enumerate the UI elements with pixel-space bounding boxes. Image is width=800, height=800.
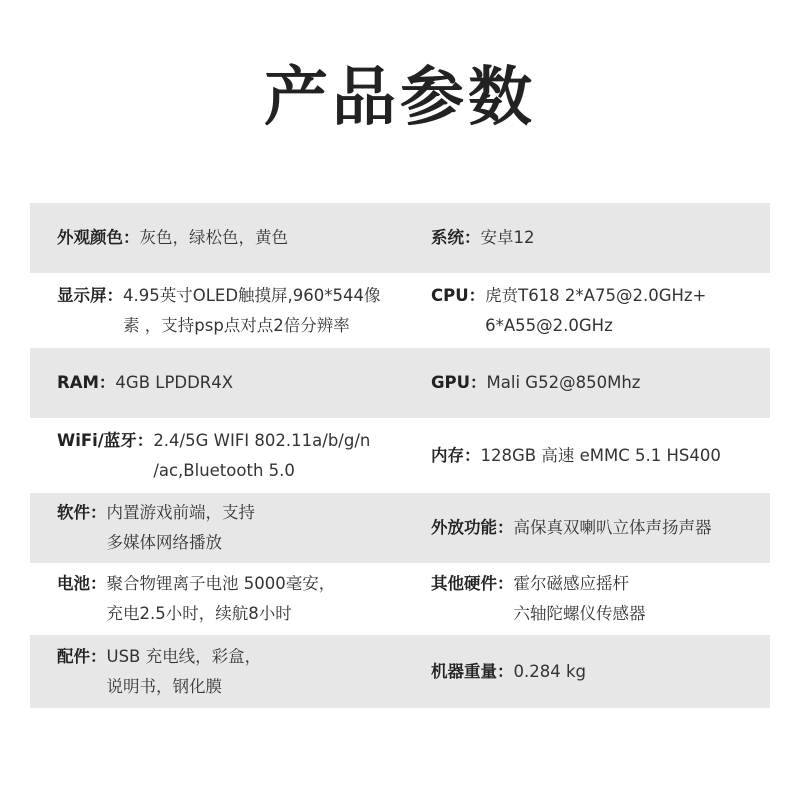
spec-value: 6*A55@2.0GHz — [485, 315, 613, 335]
spec-value: 六轴陀螺仪传感器 — [513, 604, 646, 623]
spec-value: 霍尔磁感应摇杆 — [513, 574, 629, 593]
spec-label: 内存： — [431, 445, 481, 465]
spec-label: 其他硬件： — [431, 574, 514, 593]
spec-row — [30, 635, 770, 708]
spec-row — [30, 203, 770, 273]
spec-label: RAM： — [57, 373, 116, 392]
spec-table — [30, 203, 770, 708]
spec-label: 系统： — [431, 228, 481, 247]
spec-row — [30, 418, 770, 493]
spec-cell-battery — [30, 569, 402, 629]
spec-cell-other-hardware — [402, 569, 770, 629]
spec-cell-display — [30, 281, 402, 341]
spec-label: 显示屏： — [57, 285, 123, 305]
spec-cell-cpu — [402, 281, 770, 341]
spec-cell-weight — [402, 657, 770, 687]
spec-label: WiFi/蓝牙： — [57, 430, 154, 450]
spec-cell-wifi-bluetooth — [30, 426, 402, 486]
spec-cell-gpu — [402, 368, 770, 398]
spec-value: 说明书，钢化膜 — [106, 676, 222, 696]
spec-value: 内置游戏前端，支持 — [106, 503, 255, 522]
spec-label: 软件： — [57, 503, 107, 522]
spec-row — [30, 493, 770, 563]
spec-cell-speaker — [402, 513, 770, 543]
spec-row — [30, 273, 770, 348]
spec-value: 充电2.5小时，续航8小时 — [106, 604, 292, 623]
spec-value: 聚合物锂离子电池 5000毫安， — [106, 574, 336, 593]
spec-value: 素 ，支持psp点对点2倍分辨率 — [123, 315, 350, 335]
spec-value: 128GB 高速 eMMC 5.1 HS400 — [480, 445, 721, 465]
spec-row — [30, 348, 770, 418]
spec-value: 灰色，绿松色，黄色 — [139, 228, 288, 247]
spec-label: 外放功能： — [431, 518, 514, 537]
spec-value: 4GB LPDDR4X — [115, 373, 234, 392]
spec-value: 安卓12 — [480, 228, 535, 247]
spec-value: USB 充电线，彩盒， — [106, 646, 262, 666]
spec-cell-accessories — [30, 642, 402, 702]
spec-row — [30, 563, 770, 635]
spec-cell-system — [402, 223, 770, 253]
spec-label: 机器重量： — [431, 661, 514, 681]
spec-label: GPU： — [431, 373, 487, 392]
spec-label: 配件： — [57, 646, 107, 666]
spec-label: CPU： — [431, 285, 486, 305]
spec-value: /ac,Bluetooth 5.0 — [153, 460, 295, 480]
spec-value: 0.284 kg — [513, 661, 587, 681]
spec-cell-appearance-color — [30, 223, 402, 253]
spec-cell-storage — [402, 441, 770, 471]
spec-value: 多媒体网络播放 — [106, 533, 222, 552]
spec-value: 虎贲T618 2*A75@2.0GHz+ — [485, 285, 707, 305]
spec-value: 4.95英寸OLED触摸屏,960*544像 — [123, 285, 381, 305]
spec-label: 外观颜色： — [57, 228, 140, 247]
page-title: 产品参数 — [264, 61, 536, 135]
spec-value: 高保真双喇叭立体声扬声器 — [513, 518, 712, 537]
spec-cell-software — [30, 498, 402, 558]
spec-value: Mali G52@850Mhz — [486, 373, 641, 392]
spec-label: 电池： — [57, 574, 107, 593]
spec-cell-ram — [30, 368, 402, 398]
spec-value: 2.4/5G WIFI 802.11a/b/g/n — [153, 430, 371, 450]
